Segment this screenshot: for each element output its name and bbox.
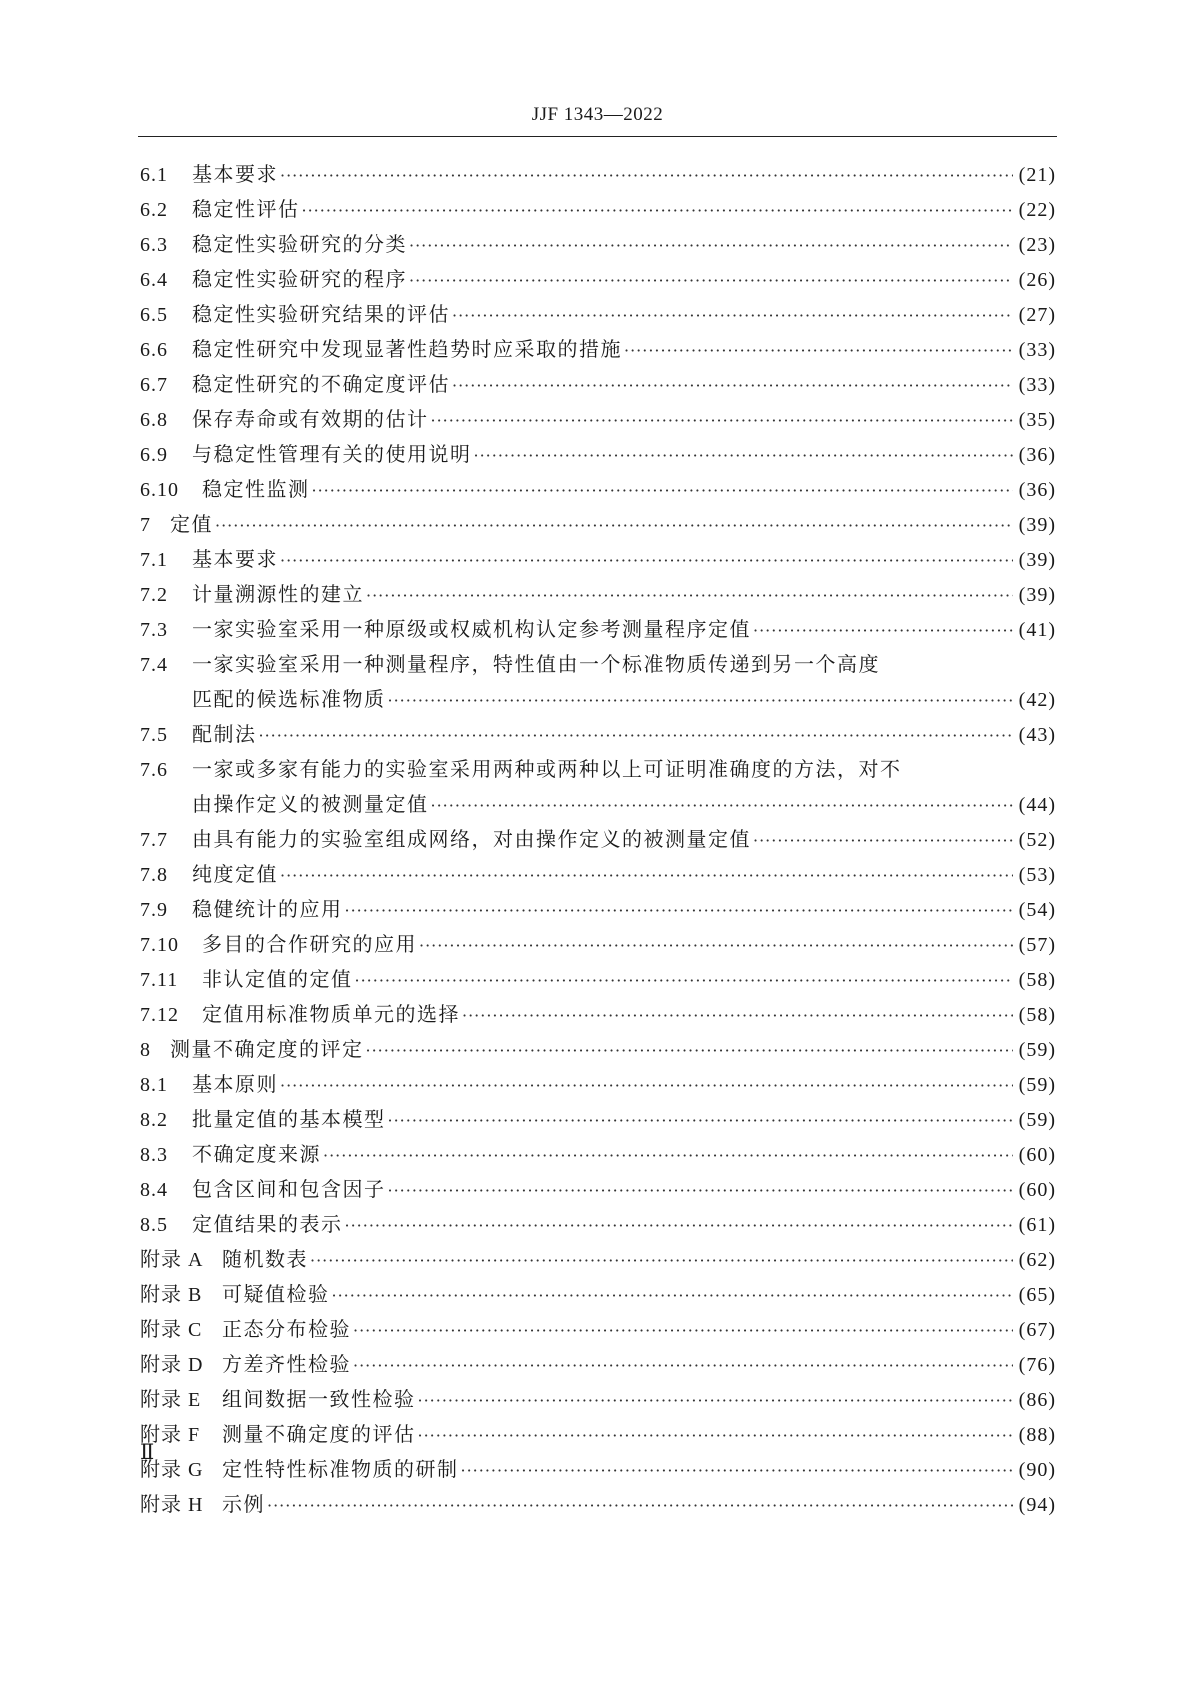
toc-entry-title-continued: 由操作定义的被测量定值 <box>192 792 429 816</box>
dot-leader <box>215 508 1013 543</box>
dot-leader <box>418 1418 1013 1453</box>
toc-entry-title: 基本要求 <box>192 547 278 571</box>
toc-entry-page: (67) <box>1018 1319 1056 1341</box>
toc-entry-page: (58) <box>1018 969 1056 991</box>
toc-entry-page: (59) <box>1018 1109 1056 1131</box>
toc-entry-title: 正态分布检验 <box>222 1317 351 1341</box>
dot-leader <box>409 263 1013 298</box>
toc-entry-page: (39) <box>1018 514 1056 536</box>
toc-entry-title: 稳定性实验研究结果的评估 <box>192 302 450 326</box>
dot-leader <box>280 543 1013 578</box>
dot-leader <box>259 718 1013 753</box>
toc-entry-title: 基本原则 <box>192 1072 278 1096</box>
dot-leader <box>753 823 1013 858</box>
toc-entry[interactable] <box>140 402 1056 437</box>
toc-entry-title: 测量不确定度的评估 <box>222 1422 416 1446</box>
toc-entry[interactable] <box>140 1102 1056 1137</box>
toc-entry[interactable] <box>140 577 1056 612</box>
dot-leader <box>452 368 1013 403</box>
toc-entry-page: (26) <box>1018 269 1056 291</box>
dot-leader <box>280 1068 1013 1103</box>
toc-entry-number: 附录 A <box>140 1249 204 1271</box>
toc-entry-number: 6.5 <box>140 304 168 326</box>
toc-entry-page: (44) <box>1018 794 1056 816</box>
toc-entry-number: 6.4 <box>140 269 168 291</box>
toc-entry-number: 8.1 <box>140 1074 168 1096</box>
toc-entry-page: (86) <box>1018 1389 1056 1411</box>
toc-entry[interactable] <box>140 1277 1056 1312</box>
dot-leader <box>366 1033 1013 1068</box>
toc-entry-title: 配制法 <box>192 722 257 746</box>
toc-entry-page: (36) <box>1018 444 1056 466</box>
toc-entry-page: (94) <box>1018 1494 1056 1516</box>
dot-leader <box>419 928 1013 963</box>
toc-entry-number: 8.3 <box>140 1144 168 1166</box>
toc-entry-page: (21) <box>1018 164 1056 186</box>
toc-entry-number: 8.4 <box>140 1179 168 1201</box>
toc-entry-page: (23) <box>1018 234 1056 256</box>
toc-entry-page: (41) <box>1018 619 1056 641</box>
toc-entry[interactable] <box>140 717 1056 752</box>
toc-entry-number: 6.10 <box>140 479 179 501</box>
dot-leader <box>267 1488 1013 1523</box>
toc-entry-page: (33) <box>1018 374 1056 396</box>
toc-entry[interactable] <box>140 1242 1056 1277</box>
toc-entry-number: 6.1 <box>140 164 168 186</box>
toc-entry-title: 由具有能力的实验室组成网络，对由操作定义的被测量定值 <box>192 827 751 851</box>
page-number: Ⅱ <box>140 1440 155 1464</box>
toc-entry-title: 稳定性实验研究的程序 <box>192 267 407 291</box>
toc-entry-title: 随机数表 <box>222 1247 308 1271</box>
toc-entry-page: (61) <box>1018 1214 1056 1236</box>
toc-entry-number: 6.9 <box>140 444 168 466</box>
toc-entry-title: 包含区间和包含因子 <box>192 1177 386 1201</box>
toc-entry-title: 稳定性研究中发现显著性趋势时应采取的措施 <box>192 337 622 361</box>
toc-entry-page: (36) <box>1018 479 1056 501</box>
toc-entry-page: (39) <box>1018 549 1056 571</box>
toc-entry-title: 不确定度来源 <box>192 1142 321 1166</box>
toc-entry-number: 7 <box>140 514 151 536</box>
toc-entry-title: 测量不确定度的评定 <box>170 1037 364 1061</box>
toc-entry-number: 7.12 <box>140 1004 179 1026</box>
toc-entry-page: (22) <box>1018 199 1056 221</box>
toc-entry[interactable] <box>140 367 1056 402</box>
toc-entry-title: 方差齐性检验 <box>222 1352 351 1376</box>
toc-entry-number: 7.4 <box>140 654 168 676</box>
toc-entry[interactable] <box>140 437 1056 472</box>
toc-entry-title: 可疑值检验 <box>222 1282 330 1306</box>
toc-entry-title: 定值 <box>170 512 213 536</box>
toc-entry[interactable] <box>140 297 1056 332</box>
toc-entry-page: (60) <box>1018 1179 1056 1201</box>
dot-leader <box>345 1208 1013 1243</box>
toc-entry-number: 6.8 <box>140 409 168 431</box>
toc-entry-page: (43) <box>1018 724 1056 746</box>
dot-leader <box>366 578 1013 613</box>
dot-leader <box>332 1278 1013 1313</box>
dot-leader <box>312 473 1013 508</box>
toc-entry-number: 7.11 <box>140 969 179 991</box>
toc-entry-title: 示例 <box>222 1492 265 1516</box>
toc-entry-page: (39) <box>1018 584 1056 606</box>
toc-entry-title: 定值结果的表示 <box>192 1212 343 1236</box>
dot-leader <box>388 1103 1013 1138</box>
toc-entry[interactable] <box>140 1172 1056 1207</box>
dot-leader <box>355 963 1013 998</box>
toc-entry-title-continued: 匹配的候选标准物质 <box>192 687 386 711</box>
toc-entry-title: 稳定性评估 <box>192 197 300 221</box>
dot-leader <box>280 158 1013 193</box>
toc-entry-number: 附录 B <box>140 1284 203 1306</box>
toc-entry-title: 稳定性实验研究的分类 <box>192 232 407 256</box>
toc-entry-number: 附录 C <box>140 1319 203 1341</box>
toc-entry[interactable] <box>140 1312 1056 1347</box>
dot-leader <box>388 683 1013 718</box>
toc-entry-number: 8.2 <box>140 1109 168 1131</box>
toc-entry-page: (88) <box>1018 1424 1056 1446</box>
toc-entry-number: 7.8 <box>140 864 168 886</box>
toc-entry[interactable] <box>140 227 1056 262</box>
toc-entry-number: 7.7 <box>140 829 168 851</box>
dot-leader <box>388 1173 1013 1208</box>
toc-entry-title: 定值用标准物质单元的选择 <box>202 1002 460 1026</box>
toc-entry-continuation[interactable] <box>140 787 1056 822</box>
toc-entry-number: 8.5 <box>140 1214 168 1236</box>
header-divider <box>138 136 1057 137</box>
toc-entry-page: (60) <box>1018 1144 1056 1166</box>
toc-entry-page: (62) <box>1018 1249 1056 1271</box>
toc-entry-page: (59) <box>1018 1074 1056 1096</box>
toc-entry-title: 一家或多家有能力的实验室采用两种或两种以上可证明准确度的方法，对不 <box>192 757 902 781</box>
toc-entry-number: 附录 D <box>140 1354 204 1376</box>
toc-entry[interactable] <box>140 857 1056 892</box>
table-of-contents <box>140 157 1056 1522</box>
toc-entry[interactable] <box>140 997 1056 1032</box>
toc-entry[interactable] <box>140 472 1056 507</box>
toc-entry-number: 6.7 <box>140 374 168 396</box>
toc-entry[interactable] <box>140 262 1056 297</box>
toc-entry[interactable] <box>140 1137 1056 1172</box>
page-header-title: JJF 1343—2022 <box>531 104 664 125</box>
toc-entry-page: (27) <box>1018 304 1056 326</box>
dot-leader <box>452 298 1013 333</box>
toc-entry-title: 稳健统计的应用 <box>192 897 343 921</box>
toc-entry-number: 6.3 <box>140 234 168 256</box>
toc-entry-page: (52) <box>1018 829 1056 851</box>
toc-entry-page: (33) <box>1018 339 1056 361</box>
toc-entry[interactable] <box>140 1347 1056 1382</box>
toc-entry-number: 7.3 <box>140 619 168 641</box>
toc-entry-page: (42) <box>1018 689 1056 711</box>
dot-leader <box>409 228 1013 263</box>
toc-entry-page: (76) <box>1018 1354 1056 1376</box>
toc-entry-title: 组间数据一致性检验 <box>222 1387 416 1411</box>
toc-entry[interactable] <box>140 1487 1056 1522</box>
toc-entry-title: 非认定值的定值 <box>202 967 353 991</box>
toc-entry-page: (54) <box>1018 899 1056 921</box>
toc-entry-number: 7.5 <box>140 724 168 746</box>
dot-leader <box>310 1243 1013 1278</box>
toc-entry[interactable] <box>140 1032 1056 1067</box>
dot-leader <box>753 613 1013 648</box>
dot-leader <box>462 998 1013 1033</box>
toc-entry-title: 一家实验室采用一种原级或权威机构认定参考测量程序定值 <box>192 617 751 641</box>
toc-entry-number: 6.6 <box>140 339 168 361</box>
toc-entry-title: 保存寿命或有效期的估计 <box>192 407 429 431</box>
toc-entry[interactable] <box>140 1417 1056 1452</box>
toc-entry-number: 附录 E <box>140 1389 202 1411</box>
toc-entry[interactable] <box>140 752 1056 787</box>
toc-entry[interactable] <box>140 1452 1056 1487</box>
dot-leader <box>345 893 1013 928</box>
toc-entry-number: 7.2 <box>140 584 168 606</box>
toc-entry-page: (57) <box>1018 934 1056 956</box>
toc-entry-page: (59) <box>1018 1039 1056 1061</box>
toc-entry-page: (53) <box>1018 864 1056 886</box>
dot-leader <box>624 333 1013 368</box>
dot-leader <box>418 1383 1013 1418</box>
dot-leader <box>323 1138 1013 1173</box>
toc-entry-title: 定性特性标准物质的研制 <box>222 1457 459 1481</box>
toc-entry[interactable] <box>140 507 1056 542</box>
toc-entry-title: 基本要求 <box>192 162 278 186</box>
toc-entry-continuation[interactable] <box>140 682 1056 717</box>
toc-entry[interactable] <box>140 612 1056 647</box>
toc-entry-page: (65) <box>1018 1284 1056 1306</box>
toc-entry[interactable] <box>140 1207 1056 1242</box>
dot-leader <box>302 193 1013 228</box>
toc-entry-number: 附录 G <box>140 1459 204 1481</box>
toc-entry[interactable] <box>140 1067 1056 1102</box>
toc-entry-number: 附录 H <box>140 1494 204 1516</box>
toc-entry-number: 7.10 <box>140 934 179 956</box>
toc-entry[interactable] <box>140 332 1056 367</box>
toc-entry[interactable] <box>140 1382 1056 1417</box>
toc-entry[interactable] <box>140 962 1056 997</box>
toc-entry-title: 计量溯源性的建立 <box>192 582 364 606</box>
toc-entry-page: (58) <box>1018 1004 1056 1026</box>
toc-entry-number: 7.9 <box>140 899 168 921</box>
toc-entry-number: 7.1 <box>140 549 168 571</box>
dot-leader <box>431 403 1013 438</box>
toc-entry[interactable] <box>140 892 1056 927</box>
toc-entry-title: 纯度定值 <box>192 862 278 886</box>
toc-entry-number: 8 <box>140 1039 151 1061</box>
toc-entry-title: 稳定性研究的不确定度评估 <box>192 372 450 396</box>
dot-leader <box>461 1453 1013 1488</box>
dot-leader <box>474 438 1013 473</box>
toc-entry-title: 批量定值的基本模型 <box>192 1107 386 1131</box>
toc-entry-number: 6.2 <box>140 199 168 221</box>
toc-entry[interactable] <box>140 927 1056 962</box>
dot-leader <box>431 788 1013 823</box>
dot-leader <box>353 1348 1013 1383</box>
toc-entry[interactable] <box>140 822 1056 857</box>
toc-entry-title: 多目的合作研究的应用 <box>202 932 417 956</box>
dot-leader <box>353 1313 1013 1348</box>
toc-entry[interactable] <box>140 157 1056 192</box>
toc-entry-page: (35) <box>1018 409 1056 431</box>
dot-leader <box>280 858 1013 893</box>
toc-entry-number: 7.6 <box>140 759 168 781</box>
toc-entry-number: 附录 F <box>140 1424 201 1446</box>
toc-entry[interactable] <box>140 647 1056 682</box>
toc-entry[interactable] <box>140 192 1056 227</box>
toc-entry-page: (90) <box>1018 1459 1056 1481</box>
toc-entry-title: 稳定性监测 <box>202 477 310 501</box>
toc-entry[interactable] <box>140 542 1056 577</box>
toc-entry-title: 一家实验室采用一种测量程序，特性值由一个标准物质传递到另一个高度 <box>192 652 880 676</box>
toc-entry-title: 与稳定性管理有关的使用说明 <box>192 442 472 466</box>
